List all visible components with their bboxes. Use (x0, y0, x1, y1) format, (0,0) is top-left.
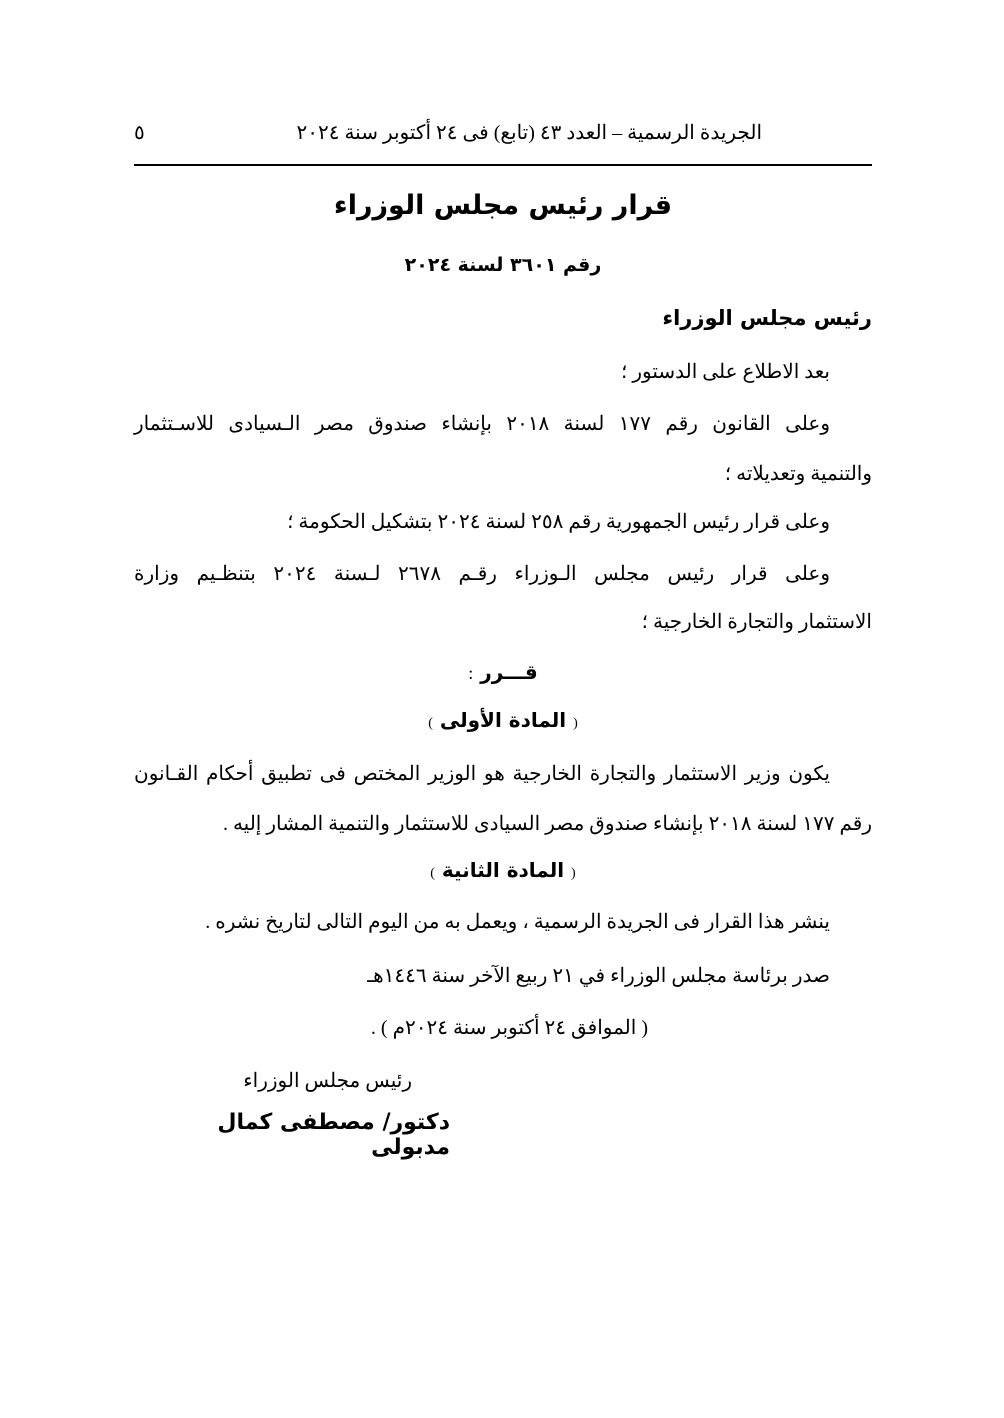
preamble-line: بعد الاطلاع على الدستور ؛ (621, 361, 830, 383)
page-number: ٥ (134, 122, 145, 144)
preamble-line: وعلى قرار رئيس الجمهورية رقم ٢٥٨ لسنة ٢٠٢٤ بتشكيل الحكومة ؛ (287, 511, 830, 533)
decision-word: قـــرر (480, 660, 538, 684)
issuance-line: صدر برئاسة مجلس الوزراء في ٢١ ربيع الآخر سنة ١٤٤٦هـ (367, 965, 830, 987)
article-1-line: يكون وزير الاستثمار والتجارة الخارجية هو الوزير المختص فى تطبيق أحكام القـانون (134, 763, 830, 785)
preamble-line: الاستثمار والتجارة الخارجية ؛ (641, 611, 872, 633)
preamble-line: والتنمية وتعديلاته ؛ (724, 463, 872, 485)
decision-colon: : (468, 663, 474, 683)
page-header (134, 116, 872, 152)
signer-name: دكتور/ مصطفى كمال مدبولى (217, 1110, 450, 1160)
paren-open: ( (573, 716, 578, 731)
article-2-title: المادة الثانية (441, 858, 565, 882)
issuance-date: ( الموافق ٢٤ أكتوبر سنة ٢٠٢٤م ) . (370, 1017, 648, 1039)
decision-heading (134, 660, 872, 684)
paren-close: ) (428, 716, 433, 731)
gazette-header-title: الجريدة الرسمية – العدد ٤٣ (تابع) فى ٢٤ أكتوبر سنة ٢٠٢٤ (296, 122, 762, 144)
signer-title: رئيس مجلس الوزراء (243, 1070, 412, 1092)
article-2-heading (134, 858, 872, 882)
article-1-title: المادة الأولى (439, 708, 567, 732)
article-1-heading (134, 708, 872, 732)
article-2-line: ينشر هذا القرار فى الجريدة الرسمية ، ويعمل به من اليوم التالى لتاريخ نشره . (205, 911, 830, 933)
preamble-line: وعلى قرار رئيس مجلس الـوزراء رقـم ٢٦٧٨ لـسنة ٢٠٢٤ بتنظـيم وزارة (134, 563, 831, 585)
header-divider (134, 164, 872, 166)
preamble-line: وعلى القانون رقم ١٧٧ لسنة ٢٠١٨ بإنشاء صندوق مصر الـسيادى للاسـتثمار (134, 413, 831, 435)
article-1-line: رقم ١٧٧ لسنة ٢٠١٨ بإنشاء صندوق مصر السيادى للاستثمار والتنمية المشار إليه . (222, 813, 872, 835)
paren-close: ) (430, 866, 435, 881)
paren-open: ( (571, 866, 576, 881)
decree-title: قرار رئيس مجلس الوزراء (333, 190, 673, 221)
decree-issuer: رئيس مجلس الوزراء (662, 306, 872, 330)
decree-number: رقم ٣٦٠١ لسنة ٢٠٢٤ (404, 254, 602, 276)
